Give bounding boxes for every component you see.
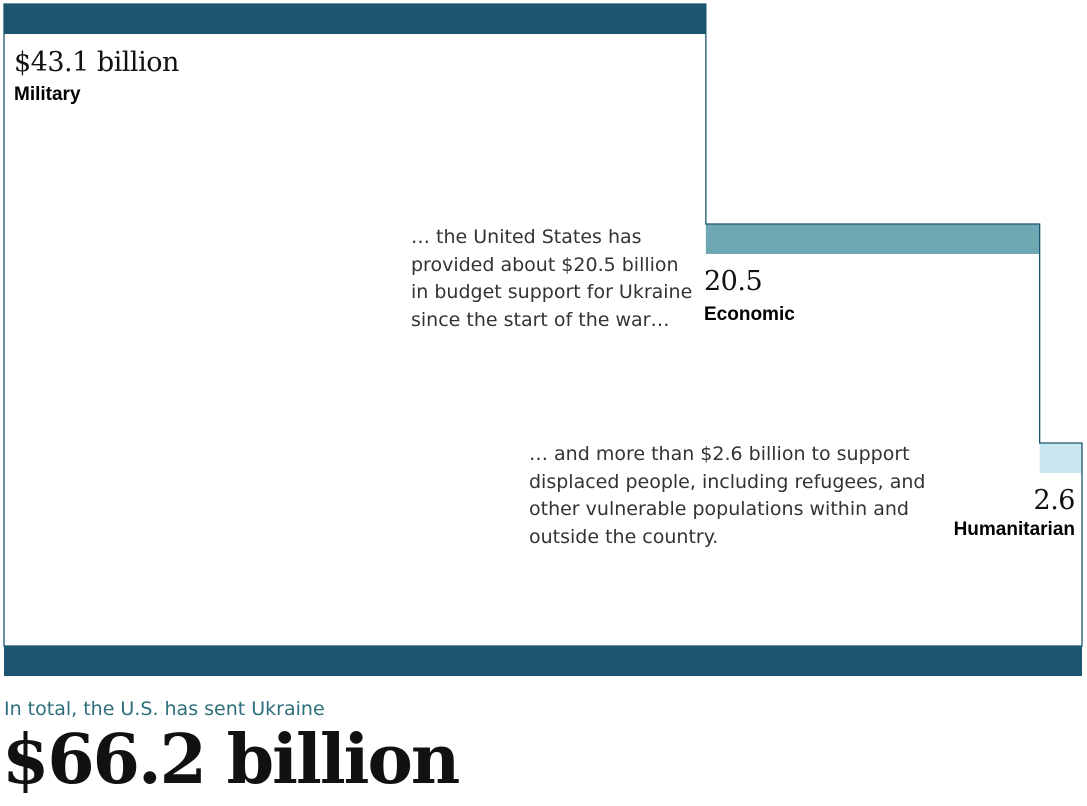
value-label-humanitarian: 2.6 xyxy=(1033,485,1075,516)
annotation-economic: … the United States has provided about $20.5 billion in budget support for Ukraine since the start of the war… xyxy=(411,226,693,331)
category-label-economic: Economic xyxy=(704,304,795,325)
value-label-military: $43.1 billion xyxy=(14,47,179,78)
bar-economic xyxy=(706,224,1040,254)
value-label-economic: 20.5 xyxy=(704,266,763,297)
bar-military xyxy=(4,4,706,34)
category-label-military: Military xyxy=(14,84,81,105)
total-amount: $66.2 billion xyxy=(2,720,459,800)
annotation-humanitarian: … and more than $2.6 billion to support displaced people, including refugees, and other vulnerable populations within and outside the country. xyxy=(529,443,926,548)
category-label-humanitarian: Humanitarian xyxy=(953,519,1075,540)
total-intro-text: In total, the U.S. has sent Ukraine xyxy=(4,698,325,720)
bar-total xyxy=(4,646,1082,676)
bar-humanitarian xyxy=(1040,443,1082,473)
